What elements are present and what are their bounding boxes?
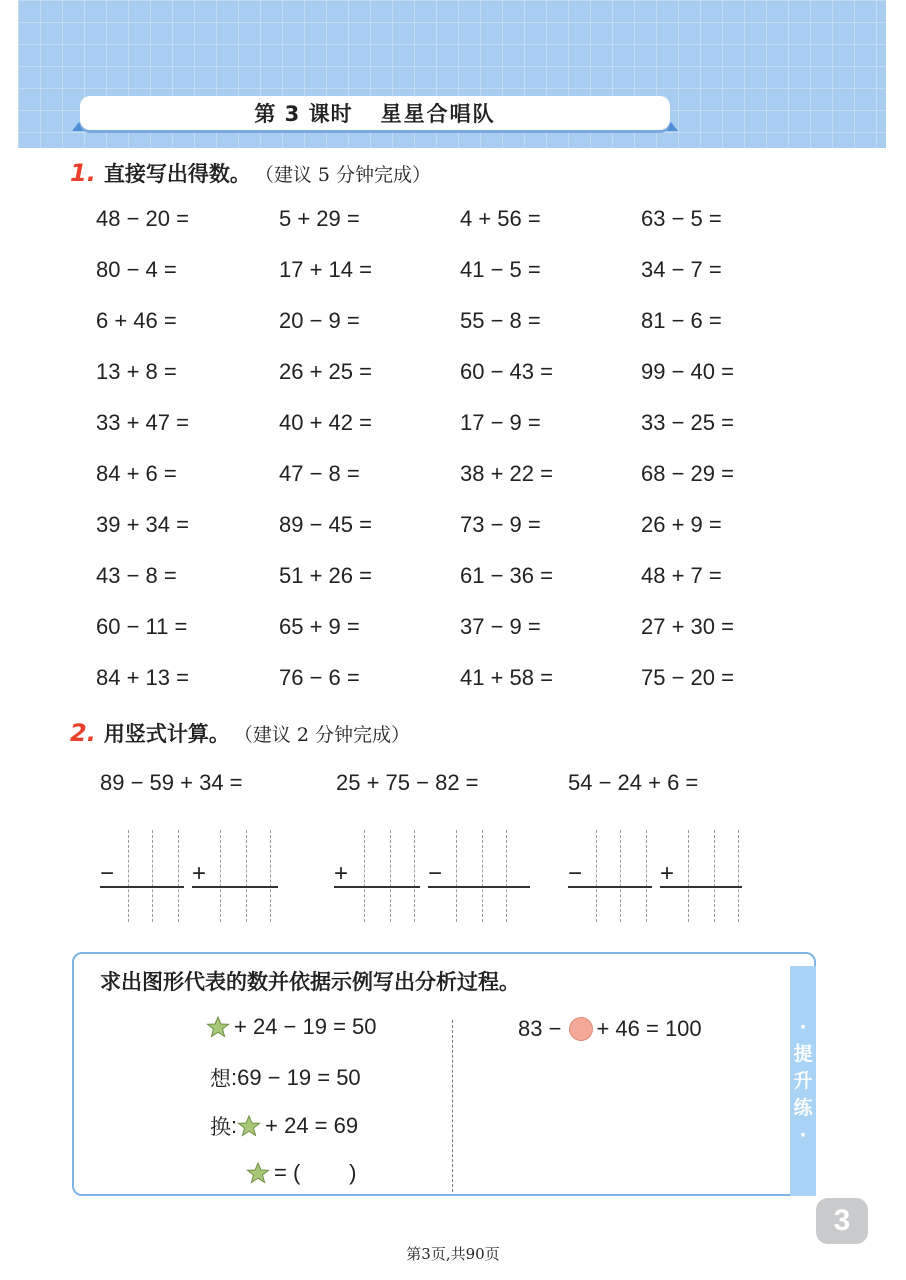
- example-equation: [206, 1014, 377, 1040]
- vertical-calc-frame-1[interactable]: [100, 830, 280, 922]
- oral-problem: 17 − 9 =: [460, 410, 541, 435]
- section1-note: （建议 5 分钟完成）: [254, 164, 431, 186]
- oral-problem: 27 + 30 =: [641, 614, 734, 639]
- oral-problem: 26 + 25 =: [279, 359, 372, 384]
- oral-problem: 84 + 13 =: [96, 665, 189, 690]
- oral-problem: 75 − 20 =: [641, 665, 734, 690]
- page-number: 3: [833, 1204, 851, 1237]
- operator-1b: +: [192, 860, 207, 887]
- oral-problem: 81 − 6 =: [641, 308, 722, 333]
- oral-problem: 38 + 22 =: [460, 461, 553, 486]
- oral-problem: 84 + 6 =: [96, 461, 177, 486]
- side-tab-char: 升: [793, 1069, 813, 1092]
- oral-problem: 47 − 8 =: [279, 461, 360, 486]
- side-tab-dot: ·: [799, 1015, 807, 1038]
- oral-problem: 61 − 36 =: [460, 563, 553, 588]
- answer-blank[interactable]: = ( ): [274, 1160, 357, 1185]
- side-tab-char: 提: [793, 1042, 813, 1065]
- section2-title: 用竖式计算。: [103, 722, 230, 746]
- star-icon: [237, 1114, 261, 1138]
- circle-shape-icon: [569, 1017, 593, 1041]
- oral-problem: 68 − 29 =: [641, 461, 734, 486]
- section2-number: 2.: [70, 719, 96, 747]
- oral-problem: 20 − 9 =: [279, 308, 360, 333]
- think-line: [210, 1063, 361, 1093]
- lesson-title: 星星合唱队: [380, 102, 496, 126]
- oral-problem: 41 + 58 =: [460, 665, 553, 690]
- oral-problem: 89 − 45 =: [279, 512, 372, 537]
- oral-problem: 33 + 47 =: [96, 410, 189, 435]
- oral-problem: 60 − 11 =: [96, 614, 188, 639]
- oral-problem: 39 + 34 =: [96, 512, 189, 537]
- oral-problem: 26 + 9 =: [641, 512, 722, 537]
- oral-problem: 4 + 56 =: [460, 206, 541, 231]
- section2-heading: [70, 718, 410, 748]
- swap-label: 换: [210, 1115, 231, 1139]
- vertical-calc-frame-3[interactable]: [568, 830, 748, 922]
- oral-problem: 5 + 29 =: [279, 206, 360, 231]
- swap-line: 换 : + 24 = 69: [210, 1113, 359, 1139]
- oral-problem: 80 − 4 =: [96, 257, 177, 282]
- vertical-expression-3: 54 − 24 + 6 =: [568, 770, 699, 795]
- operator-1a: −: [100, 860, 115, 887]
- vertical-expression-2: 25 + 75 − 82 =: [336, 770, 479, 795]
- improvement-side-tab: [790, 966, 816, 1196]
- oral-problem: 41 − 5 =: [460, 257, 541, 282]
- operator-2a: +: [334, 860, 349, 887]
- section1-number: 1.: [70, 159, 96, 187]
- shape-problem-right: + 46 = 100: [596, 1016, 702, 1041]
- side-tab-char: 练: [793, 1096, 813, 1119]
- side-tab-dot: ·: [799, 1123, 807, 1146]
- section1-title: 直接写出得数。: [103, 162, 251, 186]
- page-footer: 第3页,共90页: [406, 1245, 500, 1263]
- answer-line: [246, 1160, 357, 1186]
- oral-problem: 48 − 20 =: [96, 206, 189, 231]
- oral-problem: 76 − 6 =: [279, 665, 360, 690]
- oral-problem: 33 − 25 =: [641, 410, 734, 435]
- oral-problem: 34 − 7 =: [641, 257, 722, 282]
- shape-problem-left: 83 −: [518, 1016, 562, 1041]
- section1-heading: [70, 158, 431, 188]
- vertical-expression-1: 89 − 59 + 34 =: [100, 770, 243, 795]
- star-icon: [206, 1015, 230, 1039]
- example-equation-text: + 24 − 19 = 50: [234, 1014, 377, 1039]
- swap-expression: + 24 = 69: [265, 1113, 359, 1138]
- oral-problem: 73 − 9 =: [460, 512, 541, 537]
- star-icon: [246, 1161, 270, 1185]
- oral-problem: 48 + 7 =: [641, 563, 722, 588]
- oral-problem: 51 + 26 =: [279, 563, 372, 588]
- operator-3a: −: [568, 860, 583, 887]
- operator-3b: +: [660, 860, 675, 887]
- oral-problem: 43 − 8 =: [96, 563, 177, 588]
- oral-problem: 37 − 9 =: [460, 614, 541, 639]
- oral-problem: 17 + 14 =: [279, 257, 372, 282]
- oral-problem: 6 + 46 =: [96, 308, 177, 333]
- oral-problem: 40 + 42 =: [279, 410, 372, 435]
- oral-problem: 55 − 8 =: [460, 308, 541, 333]
- operator-2b: −: [428, 860, 443, 887]
- section2-note: （建议 2 分钟完成）: [233, 724, 410, 746]
- improvement-title: 求出图形代表的数并依据示例写出分析过程。: [100, 970, 520, 994]
- lesson-title-bar: [80, 96, 670, 130]
- page-number-badge: [816, 1198, 868, 1244]
- lesson-number: 第 3 课时: [254, 102, 353, 126]
- think-expression: :69 − 19 = 50: [231, 1065, 361, 1090]
- oral-problem: 63 − 5 =: [641, 206, 722, 231]
- oral-problem: 99 − 40 =: [641, 359, 734, 384]
- oral-problem: 65 + 9 =: [279, 614, 360, 639]
- oral-problem: 60 − 43 =: [460, 359, 553, 384]
- think-label: 想: [210, 1067, 231, 1091]
- oral-problem: 13 + 8 =: [96, 359, 177, 384]
- shape-problem: [518, 1016, 702, 1042]
- vertical-calc-frame-2[interactable]: [334, 830, 534, 922]
- dashed-divider: [452, 1020, 453, 1192]
